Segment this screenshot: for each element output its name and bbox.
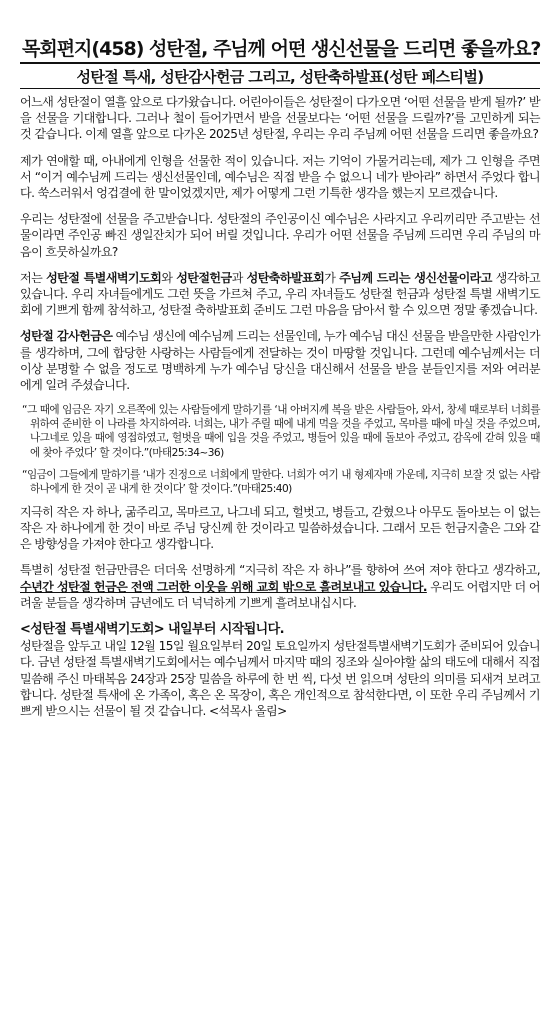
- letter-title: 목회편지(458) 성탄절, 주님께 어떤 생신선물을 드리면 좋을까요?: [22, 38, 541, 60]
- paragraph-offering-direction: 특별히 성탄절 헌금만큼은 더더욱 선명하게 “지극히 작은 자 하나”를 향하여 쓰여 져야 한다고 생각하고, 수년간 성탄절 헌금은 전액 그러한 이웃을 위해 교회 밖으로 흘려보내고 있습니다. 우리도 어렵지만 더 어려울 분들을 생각하며 금년에도 더 넉넉하게 기쁘게 흘려보내십시다.: [20, 563, 540, 610]
- highlight-birthday-gift: 주님께 드리는 생신선물이라고: [339, 270, 492, 285]
- paragraph-three-gifts: 저는 성탄절 특별새벽기도회와 성탄절헌금과 성탄축하발표회가 주님께 드리는 생신선물이라고 생각하고 있습니다. 우리 자녀들에게도 그런 뜻을 가르쳐 주고, 우리 자녀들도 성탄절 헌금과 성탄절 특별 새벽기도회에 기쁘게 함께 참석하고, 성탄절 축하발표회 준비도 그런 마음을 담아서 할 수 있으면 정말 좋겠습니다.: [20, 270, 541, 318]
- title-divider: [20, 62, 540, 64]
- letter-subtitle: 성탄절 특새, 성탄감사헌금 그리고, 성탄축하발표(성탄 페스티벌): [76, 68, 484, 86]
- highlight-christmas-festival: 성탄축하발표회: [246, 270, 325, 285]
- dawn-prayer-heading: <성탄절 특별새벽기도회> 내일부터 시작됩니다.: [20, 622, 284, 638]
- scripture-quote-matthew-25-34: “그 때에 임금은 자기 오른쪽에 있는 사람들에게 말하기를 ‘내 아버지께 복을 받은 사람들아, 와서, 창세 때로부터 너희를 위하여 준비한 이 나라를 차지하여라. 너희는, 내가 주릴 때에 내게 먹을 것을 주었고, 목마를 때에 마실 것을 주었으며, 나그네로 있을 때에 영접하였고, 헐벗을 때에 입을 것을 주었고, 병들어 있을 때에 돌보아 주었고, 감옥에 갇혀 있을 때에 찾아 주었다’ 할 것이다.”(마태25:34~36): [22, 404, 540, 459]
- paragraph-dawn-prayer-notice: <성탄절 특별새벽기도회> 내일부터 시작됩니다. 성탄절을 앞두고 내일 12월 15일 월요일부터 20일 토요일까지 성탄절특별새벽기도회가 준비되어 있습니다. 금년 성탄절 특별새벽기도회에서는 예수님께서 마지막 때의 징조와 실아야할 삶의 태도에 대해서 직접 밀씀해 주신 마태복음 24장과 25장 밀씀을 하루에 한 번 씩, 다섯 번 읽으며 성탄의 의미를 되새겨 보려고 합니다. 성탄절 특새에 온 가족이, 혹은 온 목장이, 혹은 개인적으로 참석한다면, 이 또한 우리 주님께서 기쁘게 받으시는 선물이 될 것 같습니다. <석목사 올림>: [20, 622, 540, 719]
- paragraph-doll-story: 제가 연애할 때, 아내에게 인형을 선물한 적이 있습니다. 저는 기억이 가물거리는데, 제가 그 인형을 주면서 “이거 예수님께 드리는 생신선물인데, 예수님은 직접 받을 수 없으니 네가 받아라” 하면서 주었다 합니다. 쑥스러워서 엉겁결에 한 말이었겠지만, 제가 어떻게 그런 기특한 생각을 했는지 모르겠습니다.: [20, 153, 540, 201]
- subtitle-divider: [20, 88, 540, 89]
- highlight-christmas-offering: 성탄절헌금: [176, 270, 232, 285]
- highlight-thanksgiving-offering: 성탄절 감사헌금은: [20, 329, 113, 344]
- paragraph-least-of-these: 지극히 작은 자 하나, 굶주리고, 목마르고, 나그네 되고, 헐벗고, 병들고, 갇혔으나 아무도 돌아보는 이 없는 작은 자 하나에게 한 것이 바로 주님 당신께 한 것이라고 밀씀하셨습니다. 그래서 모든 헌금지출은 그와 같은 방향성을 가져야 한다고 생각합니다.: [20, 504, 540, 552]
- letter-body: [20, 94, 540, 719]
- paragraph-gift-question: 우리는 성탄절에 선물을 주고받습니다. 성탄절의 주인공이신 예수님은 사라지고 우리끼리만 주고받는 선물이라면 주인공 빠진 생일잔치가 되어 버릴 것입니다. 우리가 어떤 선물을 주님께 드리면 우리 주님의 마음이 흐뭇하실까요?: [20, 212, 540, 259]
- paragraph-intro: 어느새 성탄절이 열흘 앞으로 다가왔습니다. 어린아이들은 성탄절이 다가오면 ‘어떤 선물을 받게 될까?’ 받을 선물을 기대합니다. 그러나 철이 들어가면서 받을 선물보다는 ‘어떤 선물을 드릴까?’를 고민하게 되는 것 같습니다. 이제 열흘 앞으로 다가온 2025년 성탄절, 우리는 우리 주님께 어떤 선물을 드리면 좋을까요?: [20, 95, 540, 142]
- paragraph-thanksgiving-offering: 성탄절 감사헌금은 예수님 생신에 예수님께 드리는 선물인데, 누가 예수님 대신 선물을 받을만한 사람인가를 생각하며, 그에 합당한 사랑하는 사람들에게 전달하는 것이 마땅할 것입니다. 그런데 예수님께서는 더 이상 분명할 수 없을 정도로 명백하게 누가 예수님 당신을 대신해서 선물을 받을 분들인지를 저와 여러분에게 일려 주셨습니다.: [20, 329, 540, 393]
- highlight-special-dawn-prayer: 성탄절 특별새벽기도회: [46, 270, 162, 285]
- underlined-offering-statement: 수년간 성탄절 헌금은 전액 그러한 이웃을 위해 교회 밖으로 흘려보내고 있습니다.: [20, 579, 427, 594]
- scripture-quote-matthew-25-40: “임금이 그들에게 말하기를 ‘내가 진정으로 너희에게 말한다. 너희가 여기 내 형제자매 가운데, 지극히 보잘 것 없는 사람 하나에게 한 것이 곧 내게 한 것이다’ 할 것이다.”(마태25:40): [22, 468, 540, 495]
